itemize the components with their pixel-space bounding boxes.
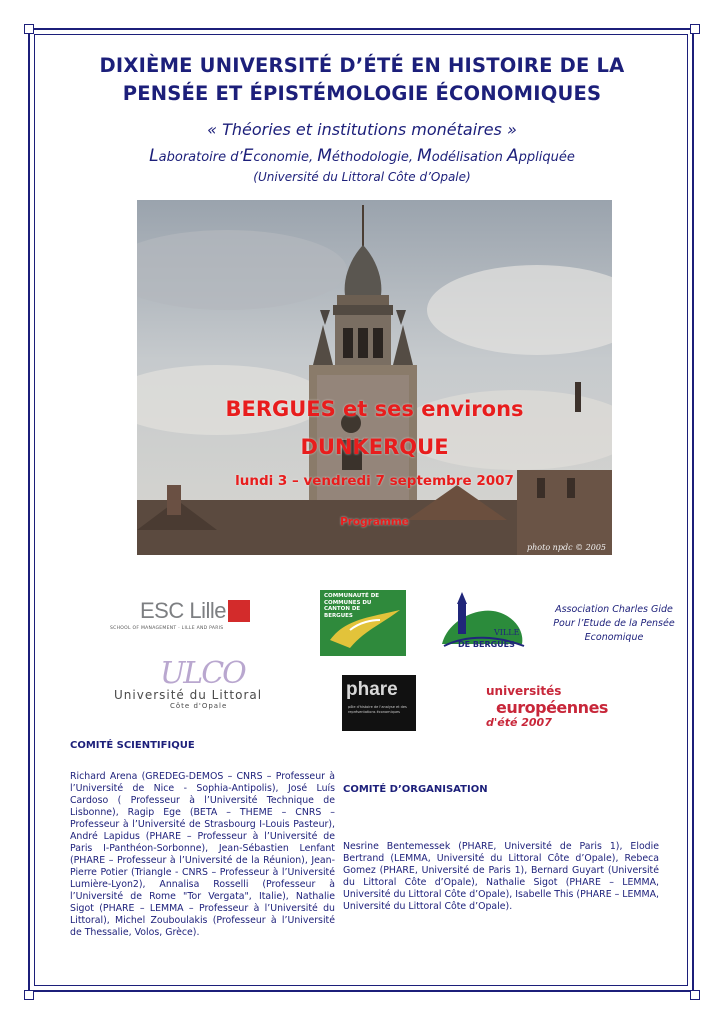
canton-bergues-logo: COMMUNAUTÉ DE COMMUNES DU CANTON DE BERGUES <box>320 590 406 656</box>
esc-emblem-icon <box>228 600 250 622</box>
scientific-committee-heading: COMITÉ SCIENTIFIQUE <box>70 740 195 751</box>
ulco-logo: ULCO Université du Littoral Côte d'Opale <box>114 656 263 710</box>
corner-ornament <box>690 24 700 34</box>
page-title <box>40 52 684 108</box>
event-location: BERGUES et ses environs <box>225 397 524 421</box>
university-name: (Université du Littoral Côte d’Opale) <box>253 170 471 184</box>
laboratory-name: Laboratoire d’Economie, Méthodologie, Modélisation Appliquée <box>149 146 575 166</box>
corner-ornament <box>24 990 34 1000</box>
scientific-committee-members: Richard Arena (GREDEG-DEMOS – CNRS – Professeur à l’Université de Nice - Sophia-Antipolis), José Luís Cardoso ( Professeur à l’Université Technique de Lisbonne), Ragip Ege (BETA – THEME – CNRS – Professeur à l’Université de Strasbourg I-Louis Pasteur), André Lapidus (PHARE – Professeur à l’Université de Paris I-Panthéon-Sorbonne), Jean-Sébastien Lenfant (PHARE – Professeur à l’Université de la Réunion), Jean-Pierre Potier (Triangle - CNRS – Professeur à l’Université Lumière-Lyon2), Annalisa Rosselli (Professeur à l’Université de Rome "Tor Vergata", Italie), Nathalie Sigot (PHARE – LEMMA – Professeur à l’Université du Littoral), Michel Zouboulakis (Professeur à l’Université de Thessalie, Volos, Grèce). <box>70 771 335 938</box>
ville-bergues-logo: VILLE DE BERGUES <box>438 590 528 652</box>
title-line-2: PENSÉE ET ÉPISTÉMOLOGIE ÉCONOMIQUES <box>122 82 602 105</box>
title-line-1: DIXIÈME UNIVERSITÉ D’ÉTÉ EN HISTOIRE DE LA <box>99 54 625 77</box>
photo-credit: photo npdc © 2005 <box>527 543 606 552</box>
theme-subtitle: « Théories et institutions monétaires » <box>207 120 517 139</box>
universites-europeennes-logo: universités européennes d'été 2007 <box>486 684 608 729</box>
association-charles-gide: Association Charles Gide Pour l’Etude de la Pensée Economique <box>553 604 675 643</box>
corner-ornament <box>690 990 700 1000</box>
program-label: Programme <box>340 516 409 528</box>
bird-icon <box>320 590 406 656</box>
event-city: DUNKERQUE <box>300 435 449 459</box>
event-dates: lundi 3 – vendredi 7 septembre 2007 <box>235 473 514 489</box>
esc-lille-logo: ESC Lille SCHOOL OF MANAGEMENT · LILLE AND PARIS <box>110 596 255 636</box>
ulco-mark: ULCO <box>160 656 245 691</box>
belfry-photo <box>137 200 612 555</box>
organising-committee-members: Nesrine Bentemessek (PHARE, Université de Paris 1), Elodie Bertrand (LEMMA, Université du Littoral Côte d’Opale), Rebeca Gomez (PHARE, Université de Paris 1), Bernard Guyart (Université du Littoral Côte d’Opale), Nathalie Sigot (PHARE – LEMMA, Université du Littoral Côte d’Opale), Isabelle This (PHARE – LEMMA, Université du Littoral Côte d’Opale). <box>343 841 659 912</box>
corner-ornament <box>24 24 34 34</box>
organising-committee-heading: COMITÉ D’ORGANISATION <box>343 784 488 795</box>
phare-logo: phare pôle d'histoire de l'analyse et des représentations économiques <box>342 675 416 731</box>
belfry-illustration <box>137 200 612 555</box>
